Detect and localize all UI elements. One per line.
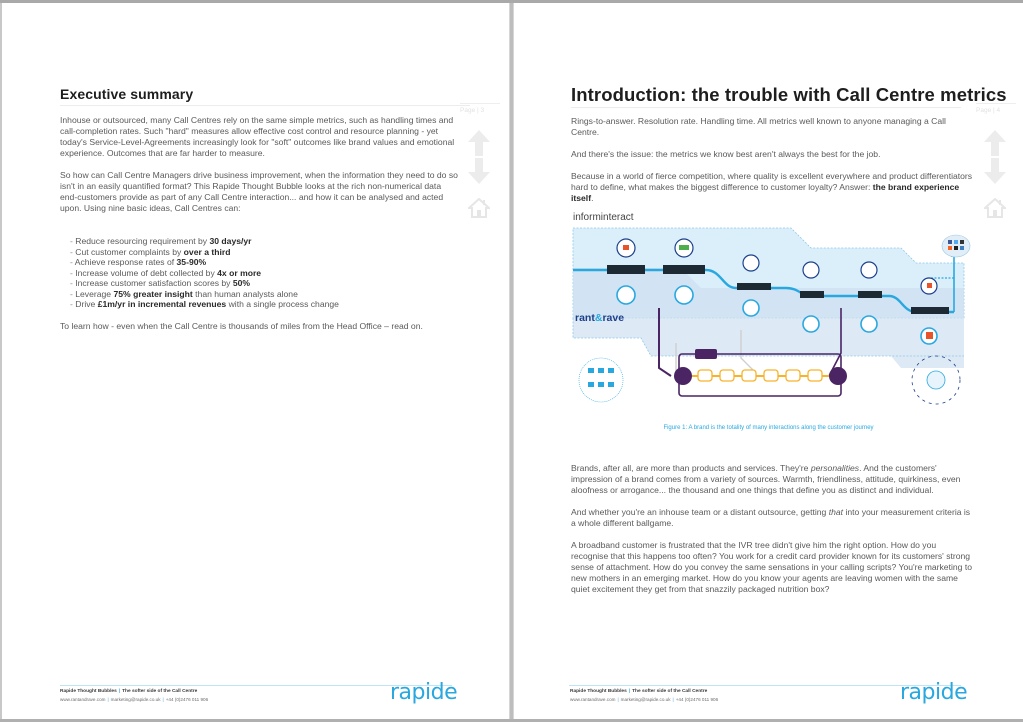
page-navigation [460,103,500,218]
paragraph: Because in a world of fierce competition, where quality is excellent everywhere and product differentiators hard to define, what makes the biggest difference to customer loyalty? Answer: the brand experience itself. [571,171,973,203]
email-link[interactable]: marketing@rapide.co.uk [620,697,671,702]
website-link[interactable]: www.rantandrave.com [570,697,616,702]
arrow-down-icon[interactable] [984,158,1006,184]
page-heading: Introduction: the trouble with Call Centre metrics [571,84,1007,105]
heading-divider [571,107,961,108]
multi-channel-cluster [579,358,623,402]
page-navigation [976,103,1016,218]
phone-number: +44 (0)2476 011 906 [165,697,209,702]
home-icon[interactable] [468,198,490,218]
list-item: - Drive £1m/yr in incremental revenues with a single process change [70,299,460,310]
footer-brand-line: Rapide Thought Bubbles | The softer side of the Call Centre [570,689,708,694]
list-item: - Leverage 75% greater insight than human analysts alone [70,289,460,300]
introduction-body [571,116,973,215]
figure-caption: Figure 1: A brand is the totality of many interactions along the customer journey [663,425,874,431]
page-3 [2,3,509,719]
page-number: Page | 4 [976,103,1016,114]
paragraph: Inhouse or outsourced, many Call Centres rely on the same simple metrics, such as handling times and call-completion rates. Such "hard" measures allow effective cost control and resource planning - yet today's Service-Level-Agreements increasingly look for "soft" outcomes like brand values and emotional experience. Outcomes that are far harder to measure. [60,115,455,158]
paragraph: And whether you're an inhouse team or a distant outsource, getting that into your measurement criteria is a whole different ballgame. [571,507,971,528]
phone-number: +44 (0)2476 011 906 [675,697,719,702]
list-item: - Increase volume of debt collected by 4x or more [70,268,460,279]
journey-diagram [571,208,971,423]
brands-body [571,463,973,606]
informinteract-logo: informinteract [573,212,634,223]
list-item: - Increase customer satisfaction scores by 50% [70,278,460,289]
rapide-logo: rapide [900,680,968,705]
executive-summary-body [60,115,460,343]
social-media-bubble [942,235,970,257]
paragraph: To learn how - even when the Call Centre is thousands of miles from the Head Office – read on. [60,320,423,331]
list-item: - Achieve response rates of 35-90% [70,257,460,268]
footer-contact-line: www.rantandrave.com | marketing@rapide.co.uk | +44 (0)2476 011 906 [60,697,209,702]
arrow-down-icon[interactable] [468,158,490,184]
paragraph: Brands, after all, are more than products and services. They're personalities. And the customers' impression of a brand comes from a variety of sources. Warmth, friendliness, attitude, quirkiness, even aloofness or arrogance... the thousand and one things that define you as distinct and individual. [571,463,961,495]
paragraph: A broadband customer is frustrated that the IVR tree didn't give him the right option. How do you recognise that this happens too often? You work for a credit card provider known for its customers' strong sense of attachment. How do you convey the same sensations in your calling scripts? You're marketing to new mothers in an emerging market. How do you know your agents are leaving women with the same quiet excitement they get from that snazzily packaged nutrition box? [571,540,972,594]
paragraph: And there's the issue: the metrics we know best aren't always the best for the job. [571,149,881,159]
rapide-logo: rapide [390,680,458,705]
email-link[interactable]: marketing@rapide.co.uk [110,697,161,702]
list-item: - Cut customer complaints by over a third [70,247,460,258]
rantandrave-logo: rant&rave [575,312,625,324]
home-icon[interactable] [984,198,1006,218]
heading-divider [60,105,470,106]
arrow-up-icon[interactable] [468,130,490,156]
page-4 [514,3,1023,719]
page-number: Page | 3 [460,103,500,114]
paragraph: Rings-to-answer. Resolution rate. Handling time. All metrics well known to anyone managing a Call Centre. [571,116,946,137]
page-heading: Executive summary [60,86,194,102]
benefits-list [70,236,460,310]
footer-contact-line: www.rantandrave.com | marketing@rapide.co.uk | +44 (0)2476 011 906 [570,697,719,702]
arrow-up-icon[interactable] [984,130,1006,156]
paragraph: So how can Call Centre Managers drive business improvement, when the information they need to do so isn't in an easily quantified format? This Rapide Thought Bubble looks at the rich non-numerical data end-customers provide as part of any Call Centre interaction... and how it can be analysed and acted upon. Using nine basic ideas, Call Centres can: [60,170,458,213]
list-item: - Reduce resourcing requirement by 30 days/yr [70,236,460,247]
footer-brand-line: Rapide Thought Bubbles | The softer side of the Call Centre [60,689,198,694]
customer-journey-figure [571,208,971,438]
website-link[interactable]: www.rantandrave.com [60,697,106,702]
